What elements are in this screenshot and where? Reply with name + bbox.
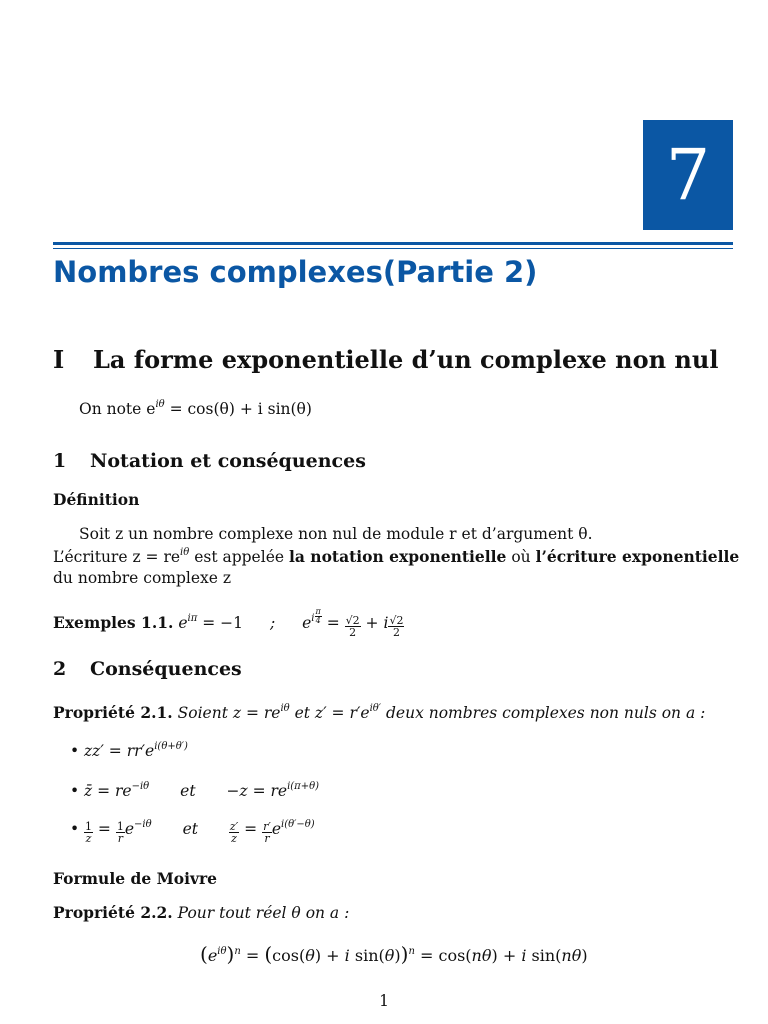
moivre-formula: $(e^{i\theta})^n = (\cos(\theta) + i$ sin(θ))$^n$ = cos(nθ) + i sin(nθ)	[200, 942, 588, 966]
chapter-title: Nombres complexes(Partie 2)	[53, 255, 538, 289]
definition-line-3: du nombre complexe z	[53, 569, 232, 587]
property-2-2: Propriété 2.2. Pour tout réel θ on a :	[53, 903, 350, 922]
moivre-heading: Formule de Moivre	[53, 869, 217, 888]
subsection-heading-2: 2 Conséquences	[53, 658, 242, 680]
chapter-rule-thin	[53, 248, 733, 249]
property-2-1: Propriété 2.1. Soient $z = re^{i\theta}$ et $z' = r'e^{i\theta'}$ deux nombres complexes non nuls on a :	[53, 703, 706, 722]
chapter-rule-thick	[53, 242, 733, 245]
subsection-heading-1: 1 Notation et conséquences	[53, 450, 366, 472]
bullet-conjugate: • z̄ = $re^{-i\theta}$ et $-z = re^{i(\pi+\theta)}$	[70, 781, 320, 800]
section-title: La forme exponentielle d’un complexe non nul	[93, 345, 719, 374]
chapter-number-box: 7	[643, 120, 733, 230]
page-number: 1	[379, 992, 389, 1010]
bullet-product: • $zz' = rr'e^{i(\theta+\theta')}$	[70, 741, 188, 760]
intro-line: On note $e^{i\theta} = \cos(\theta) + i$ sin(θ)	[79, 399, 312, 418]
section-number: I	[53, 345, 65, 374]
bullet-inverse: • $\frac{1}{z}$ = $\frac{1}{r}$ $e^{-i\theta}$ et $\frac{z'}{z}$ = $\frac{r'}{r}$ $e^{i(\theta'-\theta)}$	[70, 819, 315, 845]
examples-line: Exemples 1.1. $e^{i\pi} = -1$ ; $e^{i \frac{\pi}{4}}$ = $\frac{√2}{2}$ + i $\frac{√2}{2}$	[53, 607, 404, 639]
definition-line-1: Soit z un nombre complexe non nul de module r et d’argument θ.	[79, 525, 593, 543]
definition-heading: Définition	[53, 490, 140, 509]
section-heading	[53, 345, 718, 374]
definition-line-2: L’écriture $z = re^{i\theta}$ est appelée la notation exponentielle où l’écriture exponentielle	[53, 547, 740, 566]
